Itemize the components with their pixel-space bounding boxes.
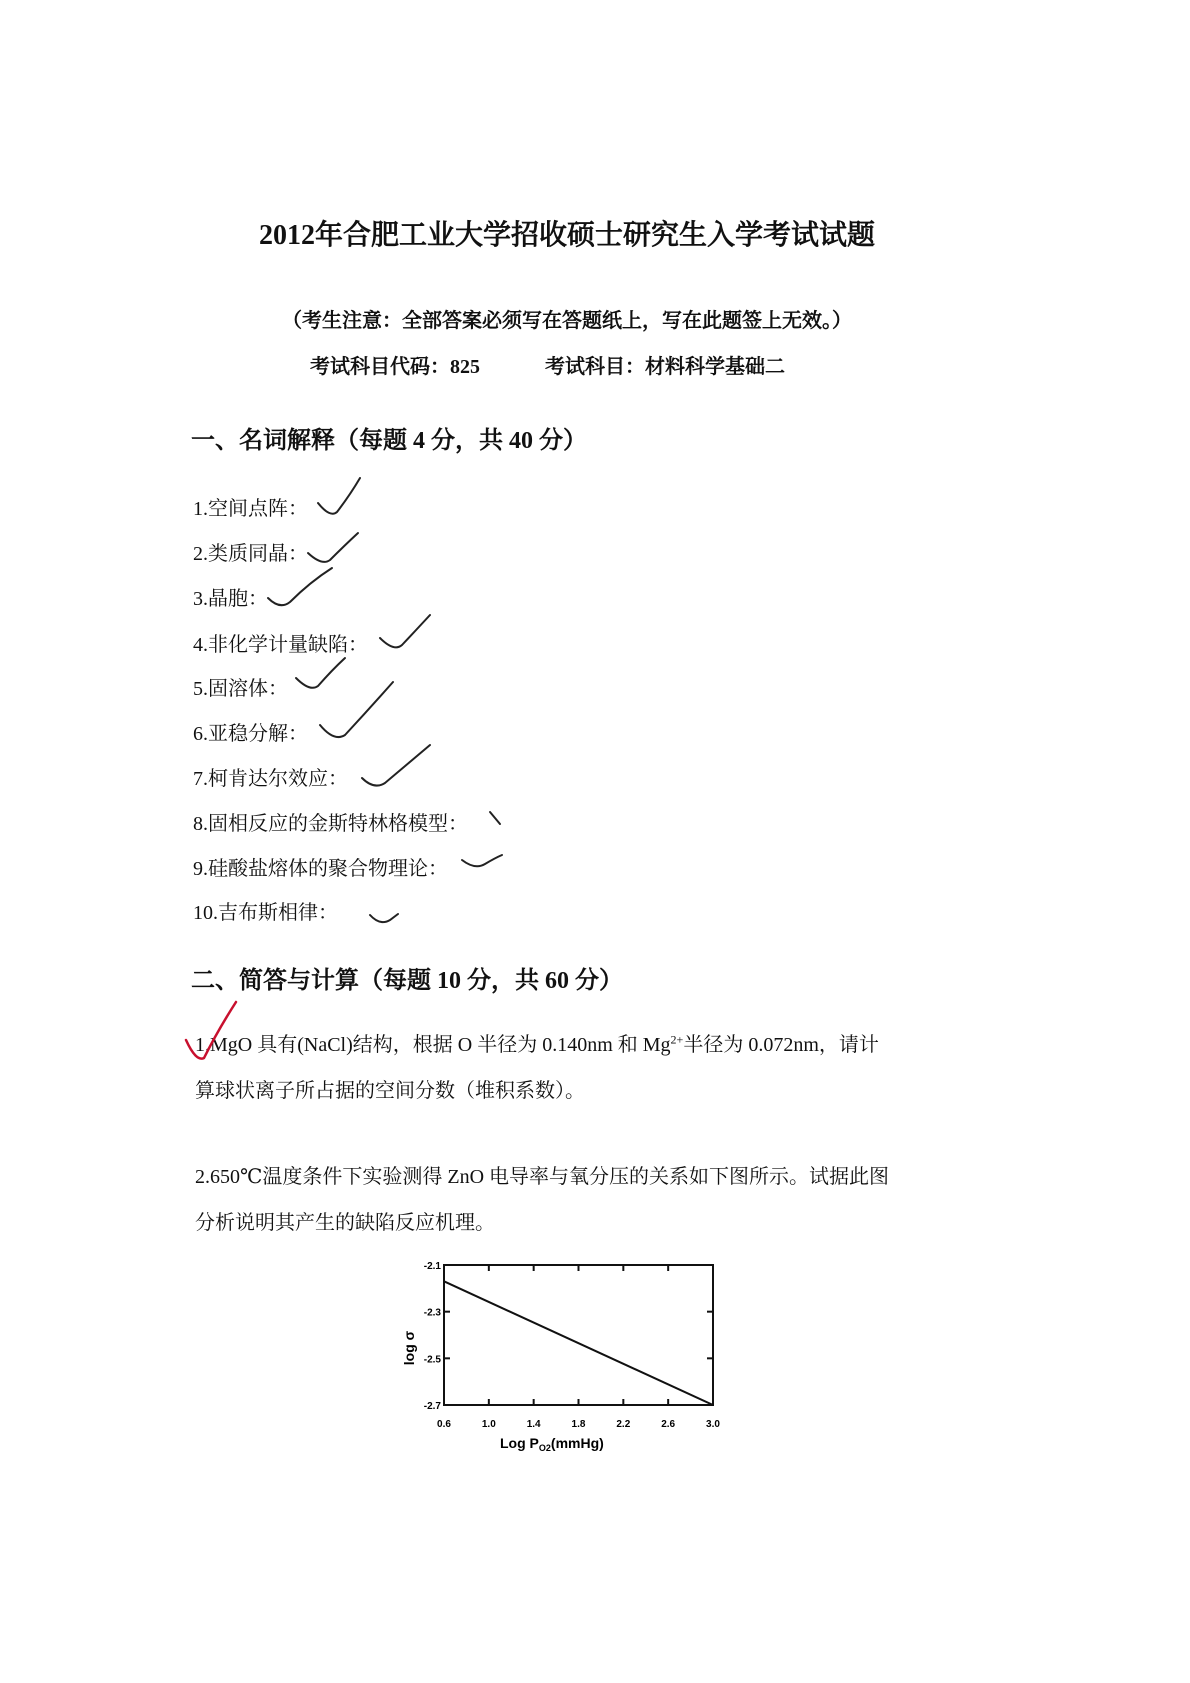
term-item: 5.固溶体： (193, 678, 288, 700)
checkmark-icon (308, 533, 358, 562)
x-tick-label: 1.4 (526, 1419, 541, 1430)
term-item: 3.晶胞： (193, 588, 268, 610)
x-tick-label: 2.2 (616, 1419, 631, 1430)
checkmark-icon (268, 568, 332, 605)
question2-line1: 2.650℃温度条件下实验测得 ZnO 电导率与氧分压的关系如下图所示。试据此图 (195, 1166, 890, 1188)
conductivity-chart (400, 1250, 740, 1460)
red-checkmark-icon (186, 1002, 236, 1059)
term-item: 4.非化学计量缺陷： (193, 634, 368, 656)
series-line (444, 1281, 713, 1405)
exam-title: 2012年合肥工业大学招收硕士研究生入学考试试题 (258, 220, 875, 251)
section2-heading: 二、简答与计算（每题 10 分，共 60 分） (191, 968, 623, 994)
plot-frame (444, 1265, 713, 1405)
x-tick-label: 2.6 (661, 1419, 676, 1430)
term-item: 8.固相反应的金斯特林格模型： (193, 813, 468, 835)
checkmark-icon (380, 615, 430, 647)
checkmark-icon (462, 855, 502, 866)
term-item: 1.空间点阵： (193, 498, 308, 520)
question1-line1: 1.MgO 具有(NaCl)结构，根据 O 半径为 0.140nm 和 $Mg^{2+}$半径为 0.072nm，请计 (195, 1032, 879, 1056)
x-tick-label: 3.0 (706, 1419, 720, 1430)
term-item: 9.硅酸盐熔体的聚合物理论： (193, 858, 448, 880)
checkmark-icon (318, 478, 360, 514)
x-axis-label: Log $P_{O2}(mmHg)$ (500, 1435, 604, 1453)
x-tick-label: 1.8 (571, 1419, 586, 1430)
subject-name: 考试科目：材料科学基础二 (545, 356, 785, 378)
x-tick-label: 1.0 (481, 1419, 496, 1430)
y-tick-label: -2.3 (423, 1307, 441, 1319)
y-tick-label: -2.1 (423, 1261, 441, 1272)
section1-heading: 一、名词解释（每题 4 分，共 40 分） (191, 428, 587, 454)
x-tick-label: 0.6 (437, 1419, 451, 1430)
checkmark-icon (490, 812, 500, 824)
subject-code: 考试科目代码：825 (310, 356, 480, 378)
term-item: 2.类质同晶： (193, 543, 308, 565)
checkmark-icon (370, 914, 398, 922)
checkmark-icon (296, 658, 345, 688)
question1-line2: 算球状离子所占据的空间分数（堆积系数）。 (195, 1080, 585, 1102)
y-tick-label: -2.5 (423, 1354, 441, 1366)
question2-line2: 分析说明其产生的缺陷反应机理。 (195, 1212, 495, 1234)
term-item: 6.亚稳分解： (193, 723, 308, 745)
exam-notice: （考生注意：全部答案必须写在答题纸上，写在此题签上无效。） (282, 310, 852, 332)
checkmark-icon (320, 682, 393, 737)
y-tick-label: -2.7 (423, 1401, 441, 1412)
term-item: 10.吉布斯相律： (193, 902, 338, 924)
term-item: 7.柯肯达尔效应： (193, 768, 348, 790)
checkmark-icon (362, 745, 430, 786)
y-axis-label: log σ (401, 1330, 417, 1366)
